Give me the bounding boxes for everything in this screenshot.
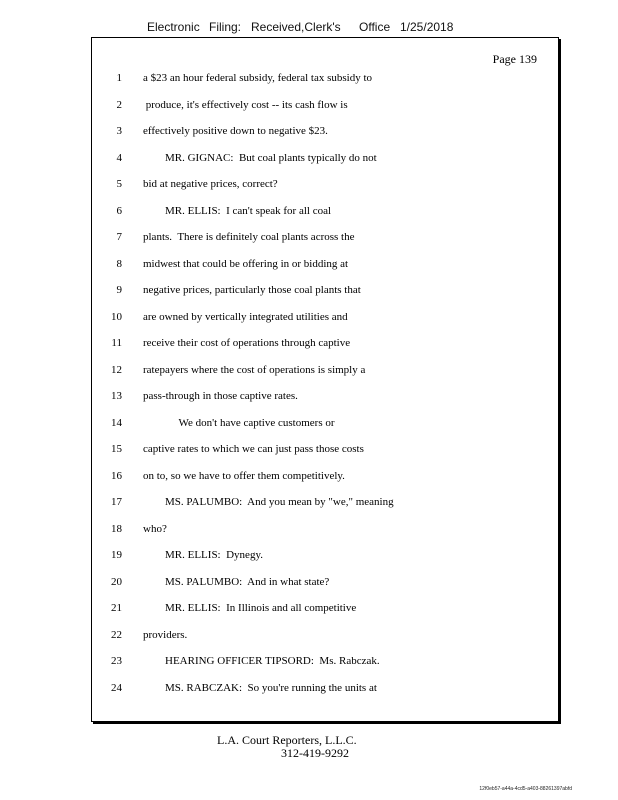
stamp-word: Office (359, 20, 391, 34)
line-text: HEARING OFFICER TIPSORD: Ms. Rabczak. (143, 655, 380, 667)
line-number: 1 (116, 72, 122, 84)
line-text: on to, so we have to offer them competitively. (143, 469, 345, 482)
line-text: who? (143, 522, 167, 535)
transcript-line (92, 70, 552, 86)
transcript-line (92, 494, 552, 510)
line-text: ratepayers where the cost of operations is simply a (143, 363, 366, 376)
line-text: midwest that could be offering in or bidding at (143, 257, 349, 270)
line-text: are owned by vertically integrated utilities and (143, 310, 348, 323)
line-text: MS. RABCZAK: So you're running the units at (143, 681, 377, 694)
transcript-line (92, 600, 552, 616)
line-number: 22 (111, 628, 122, 641)
transcript-line (92, 653, 552, 669)
line-number: 13 (111, 390, 122, 402)
stamp-word: Electronic (147, 20, 200, 34)
line-text: MR. GIGNAC: But coal plants typically do not (143, 151, 377, 164)
transcript-line (92, 229, 552, 245)
line-number: 24 (111, 681, 122, 694)
line-number: 16 (111, 469, 122, 482)
line-number: 6 (116, 204, 122, 217)
line-text: providers. (143, 628, 188, 641)
transcript-line (92, 282, 552, 298)
line-number: 9 (116, 284, 122, 296)
line-text: a $23 an hour federal subsidy, federal tax subsidy to (143, 72, 373, 84)
reporter-phone: 312-419-9292 (281, 746, 349, 760)
line-number: 7 (116, 231, 122, 243)
line-text: negative prices, particularly those coal plants that (143, 284, 361, 296)
line-text: pass-through in those captive rates. (143, 390, 298, 402)
line-number: 20 (111, 575, 122, 588)
line-number: 12 (111, 363, 122, 376)
transcript-line (92, 176, 552, 192)
line-number: 21 (111, 602, 122, 614)
transcript-line (92, 123, 552, 139)
transcript-line (92, 680, 552, 696)
page-number: Page 139 (492, 52, 537, 66)
line-number: 11 (111, 337, 122, 349)
transcript-line (92, 415, 552, 431)
line-number: 15 (111, 443, 122, 455)
transcript-line (92, 388, 552, 404)
transcript-line (92, 97, 552, 113)
line-text: receive their cost of operations through captive (143, 337, 351, 349)
line-number: 18 (111, 522, 122, 535)
transcript-line (92, 362, 552, 378)
transcript-line (92, 150, 552, 166)
line-text: captive rates to which we can just pass those costs (143, 443, 364, 455)
transcript-line (92, 468, 552, 484)
line-text: MR. ELLIS: In Illinois and all competitive (143, 602, 357, 614)
stamp-date: 1/25/2018 (400, 20, 454, 34)
line-number: 8 (116, 257, 122, 270)
transcript-line (92, 441, 552, 457)
transcript-line (92, 574, 552, 590)
line-text: We don't have captive customers or (143, 416, 335, 429)
line-number: 17 (111, 496, 122, 508)
stamp-word: Received,Clerk's (251, 20, 341, 34)
line-text: effectively positive down to negative $23. (143, 125, 328, 137)
line-number: 10 (111, 310, 122, 323)
transcript-line (92, 627, 552, 643)
line-text: MS. PALUMBO: And in what state? (143, 575, 330, 588)
stamp-word: Filing: (209, 20, 242, 34)
line-text: plants. There is definitely coal plants across the (143, 231, 355, 243)
reporter-company: L.A. Court Reporters, L.L.C. (217, 733, 357, 747)
transcript-line (92, 203, 552, 219)
line-number: 2 (116, 98, 122, 111)
transcript-line (92, 547, 552, 563)
transcript-line (92, 521, 552, 537)
line-text: produce, it's effectively cost -- its cash flow is (143, 98, 348, 111)
document-id: 12f0eb57-a44a-4cd5-a403-88261397abfd (479, 786, 572, 792)
line-number: 4 (116, 151, 122, 164)
transcript-line (92, 335, 552, 351)
transcript-page (91, 37, 559, 722)
line-text: bid at negative prices, correct? (143, 178, 278, 190)
line-text: MR. ELLIS: I can't speak for all coal (143, 204, 332, 217)
line-number: 23 (111, 655, 122, 667)
electronic-filing-stamp (147, 20, 453, 34)
line-number: 14 (111, 416, 122, 429)
line-number: 5 (116, 178, 122, 190)
transcript-line (92, 256, 552, 272)
transcript-line (92, 309, 552, 325)
line-number: 3 (116, 125, 122, 137)
line-text: MR. ELLIS: Dynegy. (143, 549, 263, 561)
line-text: MS. PALUMBO: And you mean by "we," meaning (143, 496, 394, 508)
line-number: 19 (111, 549, 122, 561)
